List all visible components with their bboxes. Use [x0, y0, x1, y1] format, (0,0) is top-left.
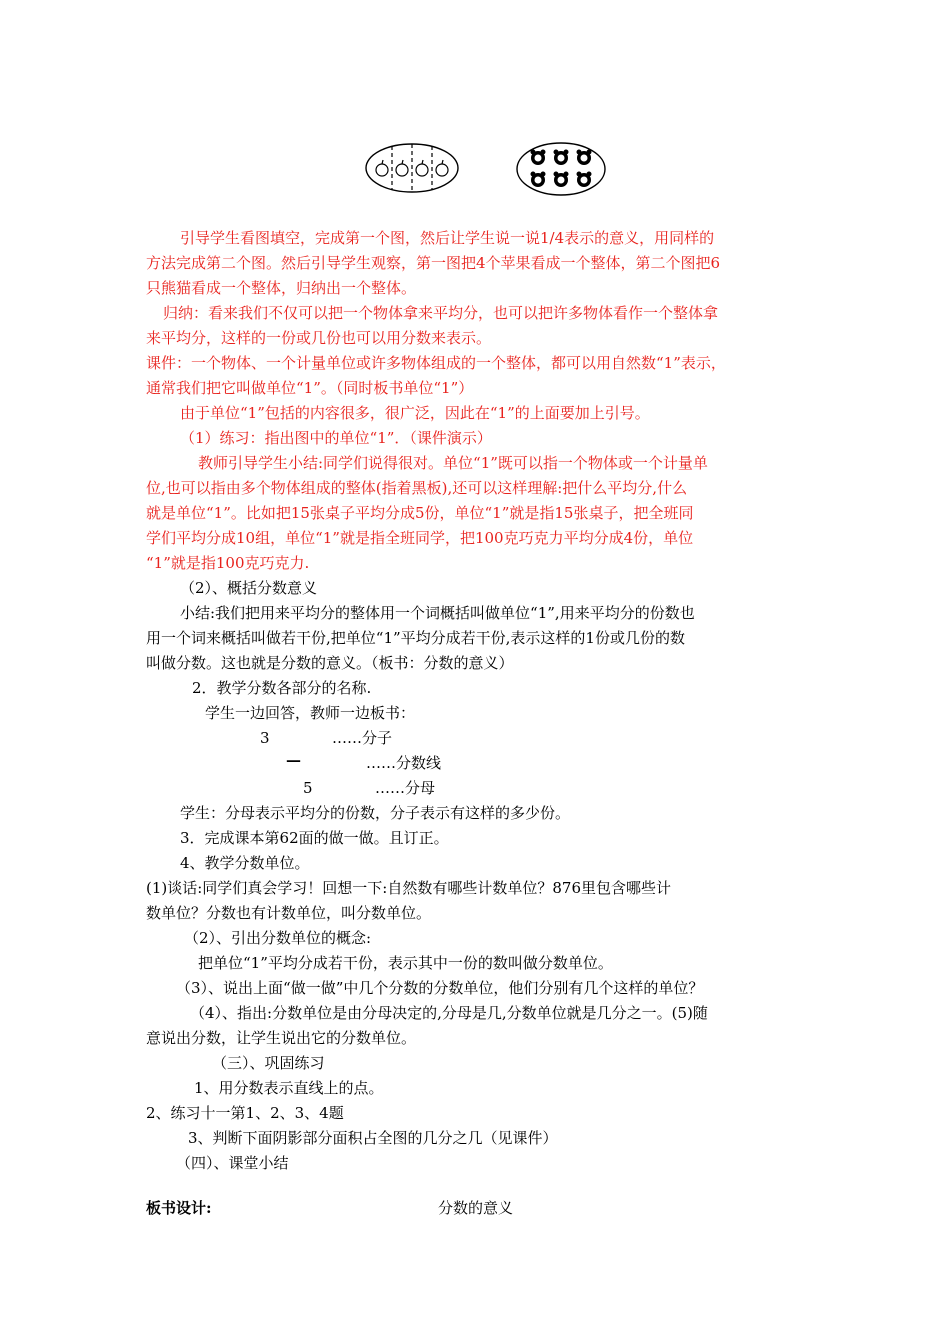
paragraph-unit-decision-line: 意说出分数，让学生说出它的分数单位。: [146, 1029, 417, 1047]
exercise-item: 1、用分数表示直线上的点。: [194, 1079, 384, 1097]
panda-icon: [554, 150, 569, 166]
fraction-denominator-label: ……分母: [375, 779, 436, 797]
section-heading: （三）、巩固练习: [212, 1054, 325, 1072]
section-heading: 4、教学分数单位。: [180, 854, 310, 872]
exercise-item: 2、练习十一第1、2、3、4题: [146, 1104, 344, 1122]
paragraph-courseware-line: 通常我们把它叫做单位“1”。（同时板书单位“1”）: [146, 379, 474, 397]
paragraph-intro-line: 引导学生看图填空，完成第一个图，然后让学生说一说1/4表示的意义，用同样的: [180, 229, 715, 247]
paragraph-unit-line: (1)谈话:同学们真会学习！回想一下:自然数有哪些计数单位？876里包含哪些计: [146, 879, 671, 897]
paragraph-text: 3．完成课本第62面的做一做。且订正。: [180, 829, 449, 847]
apples-figure: [362, 140, 462, 196]
paragraph-meaning-line: 用一个词来概括叫做若干份,把单位“1”平均分成若干份,表示这样的1份或几份的数: [146, 629, 685, 647]
fraction-denominator: 5: [303, 779, 313, 797]
paragraph-intro-line: 方法完成第二个图。然后引导学生观察，第一图把4个苹果看成一个整体，第二个图把6: [146, 254, 721, 272]
paragraph-exercise-1: （1）练习：指出图中的单位“1”．（课件演示）: [180, 429, 492, 447]
panda-icon: [577, 150, 592, 166]
paragraph-text: 学生一边回答，教师一边板书：: [205, 704, 416, 722]
apple-icon: [416, 160, 428, 176]
panda-icon: [577, 172, 592, 188]
fraction-numerator: 3: [260, 729, 270, 747]
section-heading: （2）、概括分数意义: [180, 579, 318, 597]
panda-icon: [531, 172, 546, 188]
paragraph-intro-line: 只熊猫看成一个整体，归纳出一个整体。: [146, 279, 417, 297]
paragraph-teacher-summary-line: 就是单位“1”。比如把15张桌子平均分成5份，单位“1”就是指15张桌子，把全班同: [146, 504, 694, 522]
pandas-figure: [514, 140, 608, 198]
paragraph-meaning-line: 小结:我们把用来平均分的整体用一个词概括叫做单位“1”,用来平均分的份数也: [180, 604, 695, 622]
board-design-label: 板书设计:: [146, 1199, 212, 1217]
fraction-numerator-label: ……分子: [332, 729, 393, 747]
paragraph-teacher-summary-line: 教师引导学生小结:同学们说得很对。单位“1”既可以指一个物体或一个计量单: [198, 454, 708, 472]
paragraph-teacher-summary-line: 学们平均分成10组，单位“1”就是指全班同学，把100克巧克力平均分成4份，单位: [146, 529, 694, 547]
panda-icon: [554, 172, 569, 188]
apple-icon: [396, 160, 408, 176]
paragraph-summary-line: 来平均分，这样的一份或几份也可以用分数来表示。: [146, 329, 492, 347]
paragraph-text: 学生：分母表示平均分的份数，分子表示有这样的多少份。: [180, 804, 571, 822]
paragraph-text: 把单位“1”平均分成若干份，表示其中一份的数叫做分数单位。: [198, 954, 613, 972]
paragraph-unit-line: 数单位？分数也有计数单位，叫分数单位。: [146, 904, 432, 922]
board-design-title: 分数的意义: [438, 1199, 514, 1217]
paragraph-summary-line: 归纳：看来我们不仅可以把一个物体拿来平均分，也可以把许多物体看作一个整体拿: [163, 304, 719, 322]
paragraph-text: （3）、说出上面“做一做”中几个分数的分数单位，他们分别有几个这样的单位？: [176, 979, 704, 997]
fraction-line-label: ……分数线: [366, 754, 442, 772]
paragraph-text: （2）、引出分数单位的概念:: [184, 929, 372, 947]
paragraph-meaning-line: 叫做分数。这也就是分数的意义。（板书：分数的意义）: [146, 654, 514, 672]
apple-icon: [376, 160, 388, 176]
paragraph-quotes-note: 由于单位“1”包括的内容很多，很广泛，因此在“1”的上面要加上引号。: [180, 404, 650, 422]
exercise-item: 3、判断下面阴影部分面积占全图的几分之几（见课件）: [188, 1129, 558, 1147]
paragraph-teacher-summary-line: “1”就是指100克巧克力.: [146, 554, 310, 572]
paragraph-unit-decision-line: （4）、指出:分数单位是由分母决定的,分母是几,分数单位就是几分之一。(5)随: [190, 1004, 708, 1022]
panda-icon: [531, 150, 546, 166]
section-heading: （四）、课堂小结: [176, 1154, 289, 1172]
fraction-line: —: [286, 751, 301, 769]
paragraph-courseware-line: 课件：一个物体、一个计量单位或许多物体组成的一个整体，都可以用自然数“1”表示，: [146, 354, 726, 372]
paragraph-teacher-summary-line: 位,也可以指由多个物体组成的整体(指着黑板),还可以这样理解:把什么平均分,什么: [146, 479, 688, 497]
apple-icon: [436, 160, 448, 176]
section-heading: 2．教学分数各部分的名称.: [192, 679, 372, 697]
